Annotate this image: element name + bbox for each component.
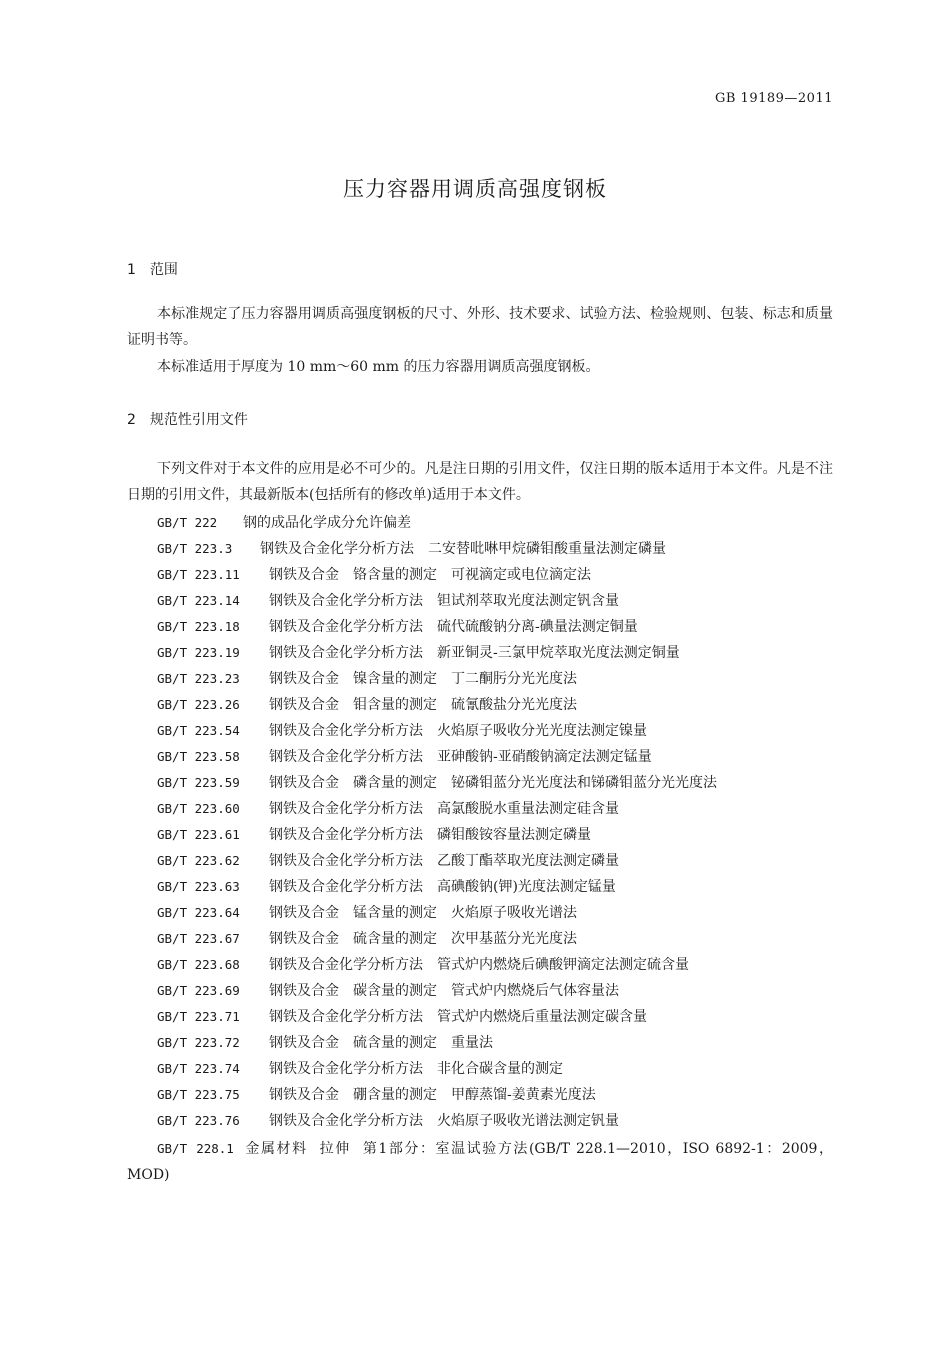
reference-title-part: 丁二酮肟分光光度法 bbox=[451, 671, 577, 687]
reference-title-part: 硫含量的测定 bbox=[353, 1035, 437, 1051]
reference-code: GB/T 223.71 bbox=[157, 1009, 240, 1024]
reference-item bbox=[157, 900, 731, 926]
reference-title-part: 钢铁及合金 bbox=[269, 775, 339, 791]
reference-item bbox=[157, 692, 731, 718]
reference-title-part: 硫含量的测定 bbox=[353, 931, 437, 947]
section-2-number: 2 bbox=[127, 412, 136, 428]
reference-title-part: 高氯酸脱水重量法测定硅含量 bbox=[437, 801, 619, 817]
reference-title-part: 重量法 bbox=[451, 1035, 493, 1051]
reference-code: GB/T 223.54 bbox=[157, 723, 240, 738]
reference-code: GB/T 223.3 bbox=[157, 541, 233, 556]
reference-title-part: 钢铁及合金化学分析方法 bbox=[269, 749, 423, 765]
reference-item bbox=[157, 978, 731, 1004]
reference-title-part: 管式炉内燃烧后气体容量法 bbox=[451, 983, 619, 999]
reference-title-part: 钢铁及合金 bbox=[269, 983, 339, 999]
reference-title-part: 锰含量的测定 bbox=[353, 905, 437, 921]
reference-code: GB/T 223.72 bbox=[157, 1035, 240, 1050]
reference-title-part: 钼含量的测定 bbox=[353, 697, 437, 713]
reference-title-part: 钢铁及合金化学分析方法 bbox=[269, 957, 423, 973]
reference-item bbox=[157, 536, 731, 562]
reference-item bbox=[157, 770, 731, 796]
reference-code: GB/T 223.59 bbox=[157, 775, 240, 790]
reference-code: GB/T 223.63 bbox=[157, 879, 240, 894]
reference-item bbox=[157, 666, 731, 692]
reference-list bbox=[157, 510, 731, 1134]
reference-code: GB/T 223.75 bbox=[157, 1087, 240, 1102]
reference-item bbox=[157, 1056, 731, 1082]
reference-item bbox=[157, 588, 731, 614]
reference-item bbox=[157, 796, 731, 822]
reference-title-part: 火焰原子吸收光谱法测定钒量 bbox=[437, 1113, 619, 1129]
reference-title-part: 钢铁及合金化学分析方法 bbox=[269, 827, 423, 843]
reference-item bbox=[157, 1108, 731, 1134]
reference-title-part: 钢铁及合金 bbox=[269, 905, 339, 921]
reference-title-part: 钢铁及合金化学分析方法 bbox=[269, 723, 423, 739]
reference-title-part: 钢铁及合金化学分析方法 bbox=[269, 879, 423, 895]
reference-title-part: 亚砷酸钠-亚硝酸钠滴定法测定锰量 bbox=[437, 749, 652, 765]
reference-title-part: 火焰原子吸收光谱法 bbox=[451, 905, 577, 921]
reference-title-part: 钢铁及合金化学分析方法 bbox=[269, 801, 423, 817]
reference-title-part: 次甲基蓝分光光度法 bbox=[451, 931, 577, 947]
reference-item bbox=[157, 926, 731, 952]
reference-item-last bbox=[127, 1136, 833, 1188]
reference-item bbox=[157, 640, 731, 666]
reference-title-part: 钢铁及合金化学分析方法 bbox=[269, 645, 423, 661]
reference-title-part: 钢铁及合金化学分析方法 bbox=[269, 853, 423, 869]
reference-code: GB/T 223.62 bbox=[157, 853, 240, 868]
reference-item bbox=[157, 874, 731, 900]
reference-title-part: 管式炉内燃烧后碘酸钾滴定法测定硫含量 bbox=[437, 957, 689, 973]
reference-code: GB/T 223.19 bbox=[157, 645, 240, 660]
reference-title-part: 非化合碳含量的测定 bbox=[437, 1061, 563, 1077]
reference-code: GB/T 223.67 bbox=[157, 931, 240, 946]
reference-title-part: 第1部分：室温试验方法(GB/T 228.1—2010，ISO 6892-1：2009，MOD) bbox=[127, 1141, 834, 1183]
reference-code: GB/T 223.23 bbox=[157, 671, 240, 686]
reference-title-part: 金属材料 bbox=[243, 1141, 308, 1157]
reference-title-part: 钢铁及合金化学分析方法 bbox=[269, 1009, 423, 1025]
reference-title-part: 钢铁及合金化学分析方法 bbox=[269, 619, 423, 635]
reference-code: GB/T 223.74 bbox=[157, 1061, 240, 1076]
reference-title-part: 二安替吡啉甲烷磷钼酸重量法测定磷量 bbox=[428, 541, 666, 557]
document-title: 压力容器用调质高强度钢板 bbox=[343, 177, 607, 201]
scope-paragraph-2: 本标准适用于厚度为 10 mm～60 mm 的压力容器用调质高强度钢板。 bbox=[157, 359, 600, 375]
reference-title-part: 高碘酸钠(钾)光度法测定锰量 bbox=[437, 879, 616, 895]
reference-title-part: 硼含量的测定 bbox=[353, 1087, 437, 1103]
reference-title-part: 新亚铜灵-三氯甲烷萃取光度法测定铜量 bbox=[437, 645, 680, 661]
reference-item bbox=[157, 510, 731, 536]
reference-item bbox=[157, 1030, 731, 1056]
reference-item bbox=[157, 1004, 731, 1030]
reference-title-part: 乙酸丁酯萃取光度法测定磷量 bbox=[437, 853, 619, 869]
reference-code: GB/T 223.76 bbox=[157, 1113, 240, 1128]
reference-title-part: 铋磷钼蓝分光光度法和锑磷钼蓝分光光度法 bbox=[451, 775, 717, 791]
reference-title-part: 镍含量的测定 bbox=[353, 671, 437, 687]
reference-title-part: 拉伸 bbox=[319, 1141, 351, 1157]
reference-item bbox=[157, 744, 731, 770]
reference-item bbox=[157, 848, 731, 874]
reference-title-part: 管式炉内燃烧后重量法测定碳含量 bbox=[437, 1009, 647, 1025]
reference-code: GB/T 223.64 bbox=[157, 905, 240, 920]
reference-code: GB/T 223.14 bbox=[157, 593, 240, 608]
reference-title-part: 火焰原子吸收分光光度法测定镍量 bbox=[437, 723, 647, 739]
scope-paragraph-1: 本标准规定了压力容器用调质高强度钢板的尺寸、外形、技术要求、试验方法、检验规则、包装、标志和质量证明书等。 bbox=[127, 306, 833, 348]
reference-item bbox=[157, 1082, 731, 1108]
reference-item bbox=[157, 562, 731, 588]
reference-code: GB/T 223.61 bbox=[157, 827, 240, 842]
reference-code: GB/T 222 bbox=[157, 515, 218, 530]
reference-title-part: 磷钼酸铵容量法测定磷量 bbox=[437, 827, 591, 843]
reference-title-part: 铬含量的测定 bbox=[353, 567, 437, 583]
reference-title-part: 钢铁及合金化学分析方法 bbox=[269, 593, 423, 609]
reference-item bbox=[157, 822, 731, 848]
reference-title-part: 钢铁及合金化学分析方法 bbox=[269, 1113, 423, 1129]
reference-title-part: 钢铁及合金 bbox=[269, 1035, 339, 1051]
section-2-heading bbox=[127, 409, 248, 429]
reference-code: GB/T 223.11 bbox=[157, 567, 240, 582]
reference-title-part: 甲醇蒸馏-姜黄素光度法 bbox=[451, 1087, 596, 1103]
reference-code: GB/T 223.60 bbox=[157, 801, 240, 816]
reference-title-part: 硫代硫酸钠分离-碘量法测定铜量 bbox=[437, 619, 638, 635]
reference-code: GB/T 228.1 bbox=[157, 1141, 234, 1156]
references-intro: 下列文件对于本文件的应用是必不可少的。凡是注日期的引用文件，仅注日期的版本适用于本文件。凡是不注日期的引用文件，其最新版本(包括所有的修改单)适用于本文件。 bbox=[127, 461, 833, 503]
reference-item bbox=[157, 718, 731, 744]
reference-title-part: 钽试剂萃取光度法测定钒含量 bbox=[437, 593, 619, 609]
section-1-heading bbox=[127, 259, 178, 279]
reference-title-part: 钢铁及合金 bbox=[269, 931, 339, 947]
reference-code: GB/T 223.26 bbox=[157, 697, 240, 712]
section-1-number: 1 bbox=[127, 262, 136, 278]
reference-title-part: 钢铁及合金 bbox=[269, 671, 339, 687]
reference-code: GB/T 223.58 bbox=[157, 749, 240, 764]
reference-code: GB/T 223.68 bbox=[157, 957, 240, 972]
reference-title-part: 可视滴定或电位滴定法 bbox=[451, 567, 591, 583]
reference-item bbox=[157, 952, 731, 978]
standard-number: GB 19189—2011 bbox=[714, 91, 833, 106]
reference-code: GB/T 223.18 bbox=[157, 619, 240, 634]
reference-title-part: 钢铁及合金化学分析方法 bbox=[260, 541, 414, 557]
reference-title-part: 钢的成品化学成分允许偏差 bbox=[243, 515, 411, 531]
reference-code: GB/T 223.69 bbox=[157, 983, 240, 998]
reference-title-part: 钢铁及合金 bbox=[269, 697, 339, 713]
reference-title-part: 碳含量的测定 bbox=[353, 983, 437, 999]
section-1-title: 范围 bbox=[149, 262, 178, 278]
reference-item bbox=[157, 614, 731, 640]
reference-title-part: 钢铁及合金化学分析方法 bbox=[269, 1061, 423, 1077]
reference-title-part: 硫氰酸盐分光光度法 bbox=[451, 697, 577, 713]
reference-title-part: 钢铁及合金 bbox=[269, 567, 339, 583]
reference-title-part: 磷含量的测定 bbox=[353, 775, 437, 791]
section-2-title: 规范性引用文件 bbox=[149, 412, 248, 428]
reference-title-part: 钢铁及合金 bbox=[269, 1087, 339, 1103]
